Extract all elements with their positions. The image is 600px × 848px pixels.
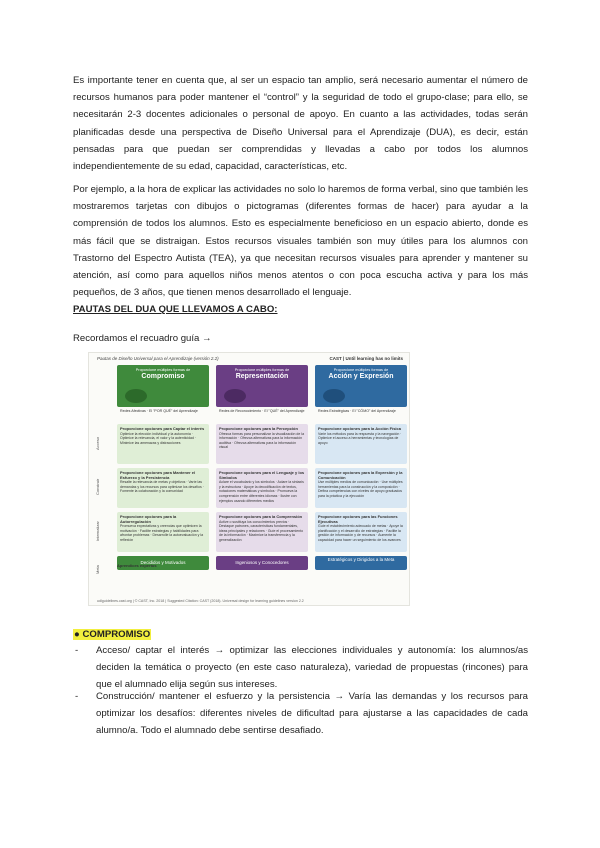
cell-caption: Proporcione opciones para la Comprensión [219,514,303,519]
cell-caption: Proporcione opciones para la Percepción [219,426,298,431]
column-engagement [117,365,209,570]
column-action-expression [315,365,407,570]
cell-text: Optimice la elección individual y la autonomía · Optimice la relevancia, el valor y la autenticidad · Minimice las amenazas y distracciones [120,431,197,445]
row-label: Construir [95,478,100,496]
expert-label: Aprendices expertos [117,563,157,568]
guideline-cell [315,424,407,464]
cell-text: Resalte la relevancia de metas y objetivos · Varíe las demandas y los recursos para optimizar los desafíos · Fomente la colaboración y la comunidad [120,480,204,494]
cell-text: Promueva expectativas y creencias que optimicen la motivación · Facilite estrategias y habilidades para afrontar problemas · Desarrolle la autoevaluación y la reflexión [120,524,204,542]
list-dash: - [75,645,79,656]
paragraph-visual-resources: Por ejemplo, a la hora de explicar las actividades no solo lo haremos de forma verbal, sino que también les mostraremos tarjetas con dibujos o pictogramas (diferentes formas de hacer) para ayudar a la comprensión de todos los alumnos. Esto es especialmente beneficioso en un espacio abierto, donde es más fácil que se distraigan. Estos recursos visuales también son muy útiles para los alumnos con Trastorno del Espectro Autista (TEA), ya que necesitan recursos visuales para aprender y mantener su atención, así como para aquellos niños menos atentos o con poca escucha activa y para los más pequeños, de 3 años, que tienen menos desarrollado el lenguaje. [73,184,528,299]
expert-bar: Decididos y Motivados [117,556,209,570]
header-big: Representación [235,373,289,380]
dua-guidelines-graphic [88,352,410,606]
row-label: Internalizar [95,521,100,541]
guideline-cell [315,512,407,552]
guideline-cell [117,468,209,508]
cell-caption: Proporcione opciones para Mantener el Esfuerzo y la Persistencia [120,470,196,480]
list-item [75,642,528,694]
network-label: Redes de Reconocimiento · El "QUÉ" del Aprendizaje [219,409,305,413]
cell-caption: Proporcione opciones para Captar el interés [120,426,205,431]
network-label: Redes Estratégicas · El "CÓMO" del Aprendizaje [318,409,396,413]
column-header [216,365,308,407]
column-header [117,365,209,407]
guideline-cell [216,512,308,552]
cell-text: Varíe los métodos para la respuesta y la navegación · Optimice el acceso a herramientas y tecnologías de apoyo [318,431,402,445]
cell-text: Ofrezca formas para personalizar la visualización de la información · Ofrezca alternativas para la información auditiva · Ofrezca alternativas para la información visual [219,431,305,450]
graphic-brand: CAST | Until learning has no limits [329,356,403,361]
guideline-cell [315,468,407,508]
list-dash: - [75,691,79,702]
guide-line: Recordamos el recuadro guía → [73,333,212,344]
paragraph-staffing: Es importante tener en cuenta que, al ser un espacio tan amplio, será necesario aumentar el número de recursos humanos para poder mantener el “control” y la seguridad de todo el grupo-clase; para ello, se necesitarán 2-3 docentes adicionales o personal de apoyo. En cuanto a las actividades, todas serán planificadas desde una perspectiva de Diseño Universal para el Aprendizaje (DUA), es decir, están pensadas para que puedan ser comprendidas y llevadas a cabo por todos los alumnos independientemente de su edad, capacidad, características, etc. [73,75,528,173]
guideline-cell [216,468,308,508]
header-small: Proporcione múltiples formas de [333,368,389,372]
row-label: Meta [95,565,100,575]
header-small: Proporcione múltiples formas de [135,368,191,372]
header-big: Acción y Expresión [328,373,394,380]
brain-icon [224,389,246,403]
cell-text: Guíe el establecimiento adecuado de metas · Apoye la planificación y el desarrollo de estrategias · Facilite la gestión de información y de recursos · Aumente la capacidad para hacer un seguimiento de los avances [318,524,403,542]
list-item-text: Construcción/ mantener el esfuerzo y la persistencia → Varía las demandas y los recursos para optimizar los desafíos: diferentes niveles de dificultad para ajustarse a las capacidades de cada alumno/a. Todo el alumnado debe sentirse desafiado. [96,691,528,737]
header-small: Proporcione múltiples formas de [234,368,290,372]
row-label: Acceso [95,436,100,450]
graphic-footer: udlguidelines.cast.org | © CAST, Inc. 2018 | Suggested Citation: CAST (2018). Universal design for learning guidelines version 2.2 [97,599,304,603]
graphic-title: Pautas de Diseño Universal para el Aprendizaje (versión 2.2) [97,356,219,361]
cell-caption: Proporcione opciones para la Expresión y la Comunicación [318,470,403,480]
cell-caption: Proporcione opciones para las Funciones Ejecutivas [318,514,398,524]
column-header [315,365,407,407]
cell-text: Use múltiples medios de comunicación · Use múltiples herramientas para la construcción y la composición · Defina competencias con niveles de apoyo graduados para la práctica y la ejecución [318,480,403,498]
expert-bar: Ingeniosos y Conocedores [216,556,308,570]
header-big: Compromiso [141,373,185,380]
expert-bar: Estratégicos y Dirigidos a la Meta [315,556,407,570]
cell-text: Active o sustituya los conocimientos previos · Destaque patrones, características fundamentales, ideas principales y relaciones · Guíe el procesamiento de la información · Maximice la transferencia y la generalización [219,519,304,542]
guideline-cell [117,512,209,552]
guideline-cell [117,424,209,464]
guideline-cell [216,424,308,464]
list-item [75,688,528,740]
cell-caption: Proporcione opciones para la Autorregulación [120,514,177,524]
highlighted-heading-compromiso: ● COMPROMISO [74,629,151,640]
brain-icon [125,389,147,403]
brain-icon [323,389,345,403]
cell-caption: Proporcione opciones para el Lenguaje y los Símbolos [219,470,305,480]
column-representation [216,365,308,570]
section-heading: PAUTAS DEL DUA QUE LLEVAMOS A CABO: [73,304,278,315]
cell-caption: Proporcione opciones para la Acción Física [318,426,401,431]
list-item-text: Acceso/ captar el interés → optimizar las elecciones individuales y autonomía: los alumnos/as deciden la temática o proyecto (en este caso naturaleza), variedad de propuestas (rincones) para que el alumnado elija según sus intereses. [96,645,528,691]
cell-text: Aclare el vocabulario y los símbolos · Aclare la sintaxis y la estructura · Apoye la decodificación de textos, notaciones matemáticas y símbolos · Promueva la comprensión entre diferentes idiomas · Ilustre con ejemplos usando diferentes medios [219,480,304,503]
network-label: Redes Afectivas · El "POR QUÉ" del Aprendizaje [120,409,198,413]
